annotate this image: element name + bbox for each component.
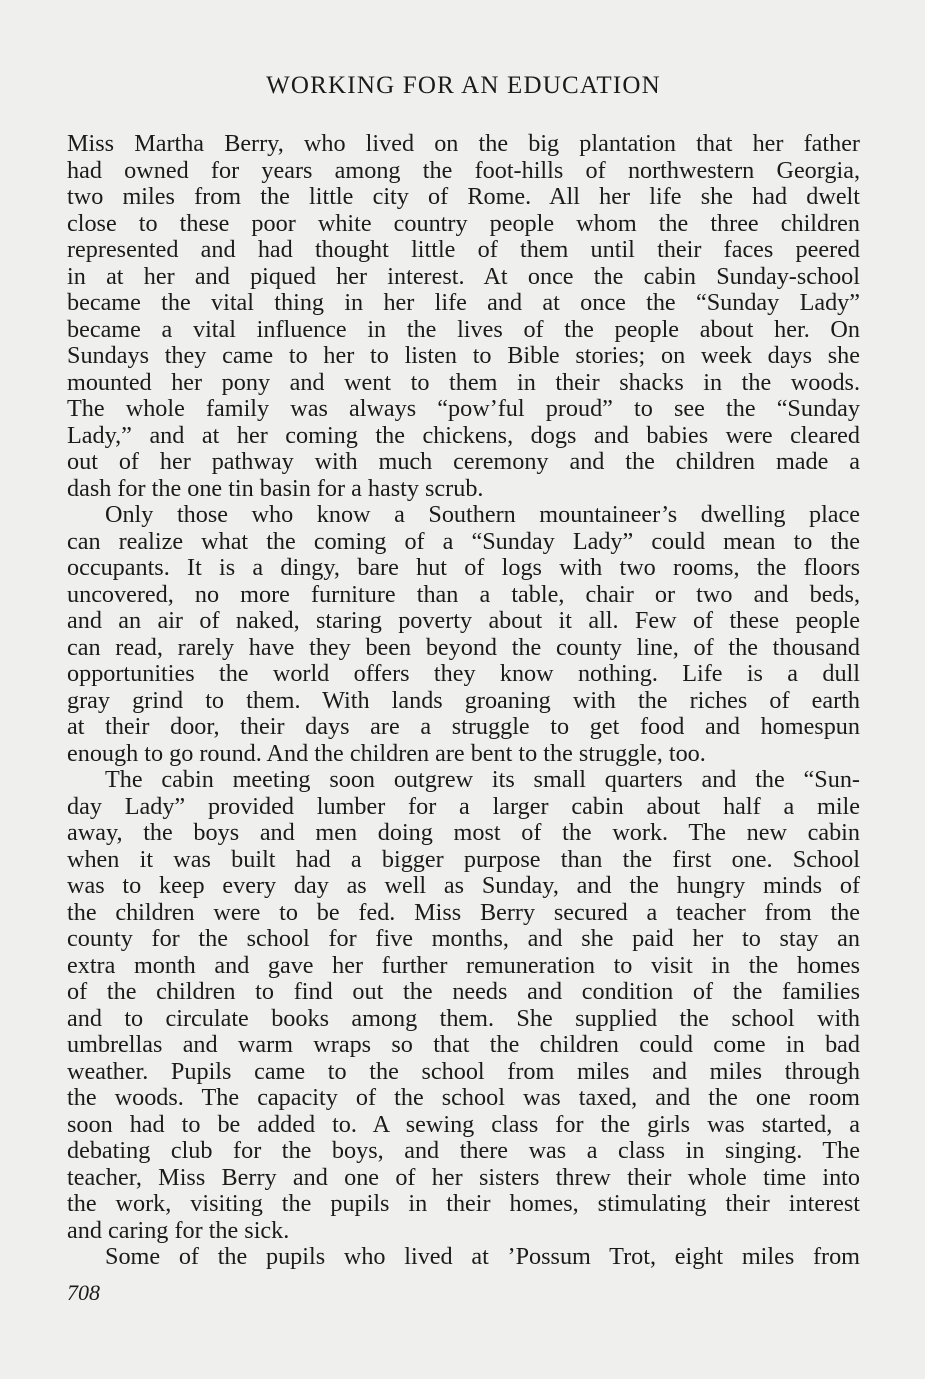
paragraph-4 <box>67 1244 860 1271</box>
text-line: can realize what the coming of a “Sunday Lady” could mean to the <box>67 527 860 555</box>
text-line: can read, rarely have they been beyond the county line, of the thousand <box>67 633 860 661</box>
text-line: and an air of naked, staring poverty about it all. Few of these people <box>67 607 860 634</box>
text-line: the woods. The capacity of the school was taxed, and the one room <box>67 1084 860 1111</box>
text-line: at their door, their days are a struggle to get food and homespun <box>67 713 860 740</box>
text-line: and caring for the sick. <box>67 1216 290 1244</box>
text-line: dash for the one tin basin for a hasty scrub. <box>67 474 484 502</box>
text-line: the work, visiting the pupils in their homes, stimulating their interest <box>67 1190 860 1217</box>
text-line: the children were to be fed. Miss Berry secured a teacher from the <box>67 898 860 926</box>
body-text <box>67 131 860 1271</box>
text-line: when it was built had a bigger purpose than the first one. School <box>67 845 860 873</box>
text-line: of the children to find out the needs and condition of the families <box>67 978 860 1005</box>
text-line: The whole family was always “pow’ful proud” to see the “Sunday <box>67 395 860 422</box>
text-line: Some of the pupils who lived at ’Possum Trot, eight miles from <box>105 1243 860 1270</box>
text-line: Miss Martha Berry, who lived on the big plantation that her father <box>67 130 860 157</box>
text-line: away, the boys and men doing most of the work. The new cabin <box>67 819 860 846</box>
text-line: occupants. It is a dingy, bare hut of logs with two rooms, the floors <box>67 554 860 581</box>
text-line: teacher, Miss Berry and one of her sisters threw their whole time into <box>67 1163 860 1191</box>
book-page <box>67 68 860 1271</box>
paragraph-1 <box>67 131 860 502</box>
text-line: was to keep every day as well as Sunday, and the hungry minds of <box>67 872 860 899</box>
text-line: county for the school for five months, and she paid her to stay an <box>67 925 860 952</box>
text-line: umbrellas and warm wraps so that the children could come in bad <box>67 1031 860 1058</box>
text-line: out of her pathway with much ceremony and the children made a <box>67 448 860 475</box>
text-line: close to these poor white country people whom the three children <box>67 209 860 237</box>
text-line: weather. Pupils came to the school from miles and miles through <box>67 1057 860 1085</box>
text-line: day Lady” provided lumber for a larger cabin about half a mile <box>67 792 860 820</box>
text-line: two miles from the little city of Rome. All her life she had dwelt <box>67 183 860 210</box>
text-line: The cabin meeting soon outgrew its small quarters and the “Sun- <box>105 766 860 793</box>
text-line: mounted her pony and went to them in their shacks in the woods. <box>67 368 860 396</box>
text-line: Only those who know a Southern mountaineer’s dwelling place <box>105 501 860 528</box>
text-line: became the vital thing in her life and at once the “Sunday Lady” <box>67 289 860 316</box>
text-line: Lady,” and at her coming the chickens, dogs and babies were cleared <box>67 421 860 449</box>
text-line: extra month and gave her further remuneration to visit in the homes <box>67 951 860 979</box>
paragraph-2 <box>67 502 860 767</box>
text-line: soon had to be added to. A sewing class for the girls was started, a <box>67 1110 860 1138</box>
text-line: Sundays they came to her to listen to Bible stories; on week days she <box>67 342 860 369</box>
text-line: became a vital influence in the lives of the people about her. On <box>67 315 860 343</box>
text-line: enough to go round. And the children are bent to the struggle, too. <box>67 739 706 767</box>
text-line: represented and had thought little of them until their faces peered <box>67 236 860 263</box>
text-line: debating club for the boys, and there was a class in singing. The <box>67 1137 860 1164</box>
text-line: and to circulate books among them. She supplied the school with <box>67 1004 860 1032</box>
text-line: opportunities the world offers they know nothing. Life is a dull <box>67 660 860 687</box>
text-line: gray grind to them. With lands groaning with the riches of earth <box>67 686 860 714</box>
text-line: had owned for years among the foot-hills of northwestern Georgia, <box>67 156 860 184</box>
running-head: WORKING FOR AN EDUCATION <box>266 72 661 99</box>
paragraph-3 <box>67 767 860 1244</box>
text-line: in at her and piqued her interest. At once the cabin Sunday-school <box>67 262 860 290</box>
text-line: uncovered, no more furniture than a table, chair or two and beds, <box>67 580 860 608</box>
page-number: 708 <box>67 1280 100 1305</box>
